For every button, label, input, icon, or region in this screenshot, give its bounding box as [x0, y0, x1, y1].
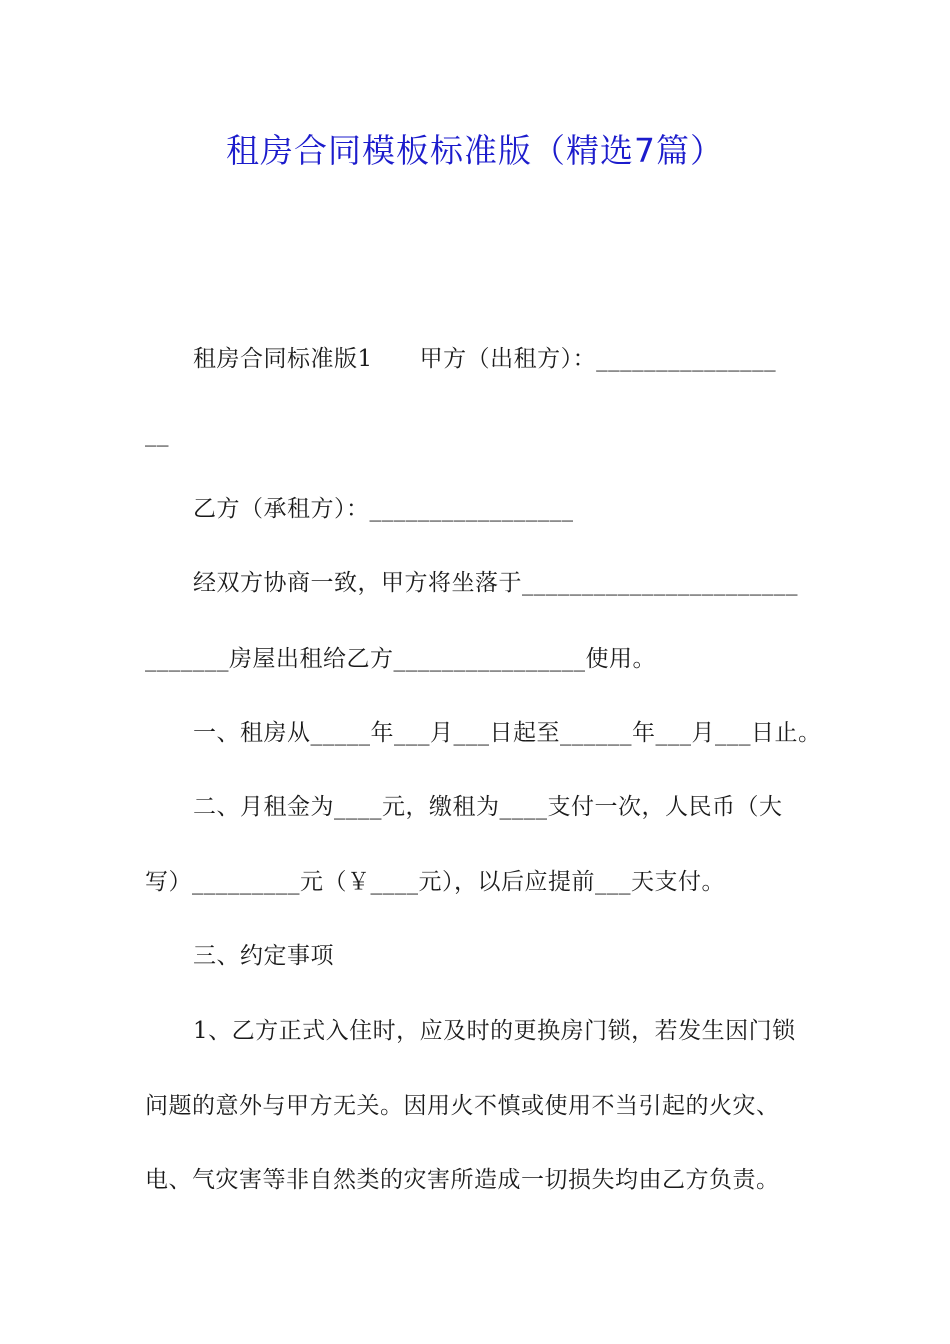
- text-line: 租房合同标准版1 甲方（出租方）：_______________: [193, 346, 777, 372]
- text-line: 问题的意外与甲方无关。因用火不慎或使用不当引起的火灾、: [145, 1093, 780, 1119]
- text-line: 1、乙方正式入住时，应及时的更换房门锁，若发生因门锁: [193, 1018, 796, 1044]
- text-line: 二、月租金为____元，缴租为____支付一次，人民币（大: [193, 794, 783, 820]
- text-line: 电、气灾害等非自然类的灾害所造成一切损失均由乙方负责。: [145, 1167, 780, 1193]
- document-title: 租房合同模板标准版（精选7篇）: [226, 131, 724, 170]
- text-line: __: [145, 421, 169, 447]
- text-line: _______房屋出租给乙方________________使用。: [145, 646, 656, 672]
- text-line: 一、租房从_____年___月___日起至______年___月___日止。: [193, 720, 822, 746]
- text-line: 经双方协商一致，甲方将坐落于_______________________: [193, 570, 798, 596]
- text-line: 三、约定事项: [193, 943, 334, 969]
- text-line: 乙方（承租方）：_________________: [193, 496, 574, 522]
- text-line: 写）_________元（￥____元），以后应提前___天支付。: [145, 869, 725, 895]
